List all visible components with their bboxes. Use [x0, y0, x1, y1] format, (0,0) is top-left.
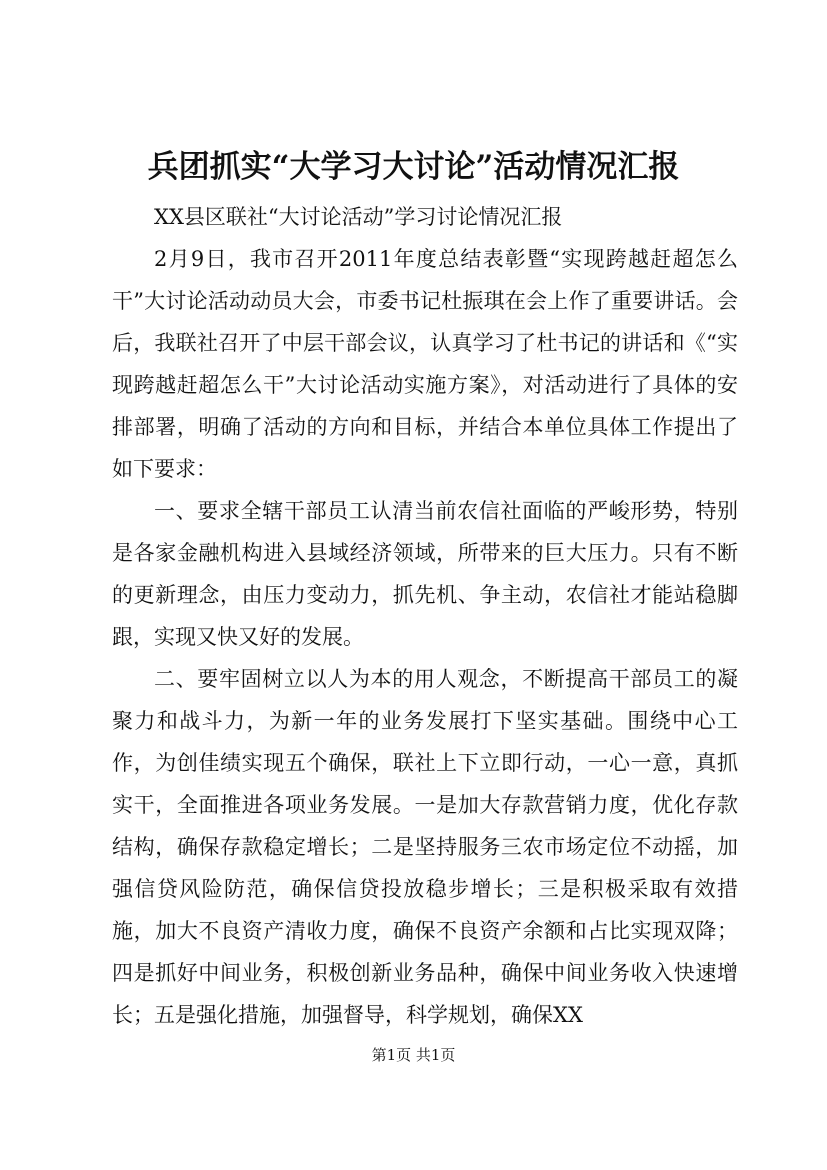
paragraph-point-two: 二、要牢固树立以人为本的用人观念，不断提高干部员工的凝聚力和战斗力，为新一年的业务发展打下坚实基础。围绕中心工作，为创佳绩实现五个确保，联社上下立即行动，一心一意，真抓实干，全面推进各项业务发展。一是加大存款营销力度，优化存款结构，确保存款稳定增长；二是坚持服务三农市场定位不动摇，加强信贷风险防范，确保信贷投放稳步增长；三是积极采取有效措施，加大不良资产清收力度，确保不良资产余额和占比实现双降；四是抓好中间业务，积极创新业务品种，确保中间业务收入快速增长；五是强化措施，加强督导，科学规划，确保XX	[112, 667, 738, 1027]
document-subtitle: XX县区联社“大讨论活动”学习讨论情况汇报	[154, 205, 563, 229]
document-title: 兵团抓实“大学习大讨论”活动情况汇报	[147, 149, 680, 185]
page-number-footer: 第1页 共1页	[371, 1046, 456, 1064]
paragraph-point-one: 一、要求全辖干部员工认清当前农信社面临的严峻形势，特别是各家金融机构进入县域经济领域，所带来的巨大压力。只有不断的更新理念，由压力变动力，抓先机、争主动，农信社才能站稳脚跟，实现又快又好的发展。	[112, 499, 738, 649]
document-body	[112, 196, 738, 1036]
paragraph-intro: 2月9日，我市召开2011年度总结表彰暨“实现跨越赶超怎么干”大讨论活动动员大会，市委书记杜振琪在会上作了重要讲话。会后，我联社召开了中层干部会议，认真学习了杜书记的讲话和《“实现跨越赶超怎么干”大讨论活动实施方案》，对活动进行了具体的安排部署，明确了活动的方向和目标，并结合本单位具体工作提出了如下要求：	[112, 247, 738, 481]
